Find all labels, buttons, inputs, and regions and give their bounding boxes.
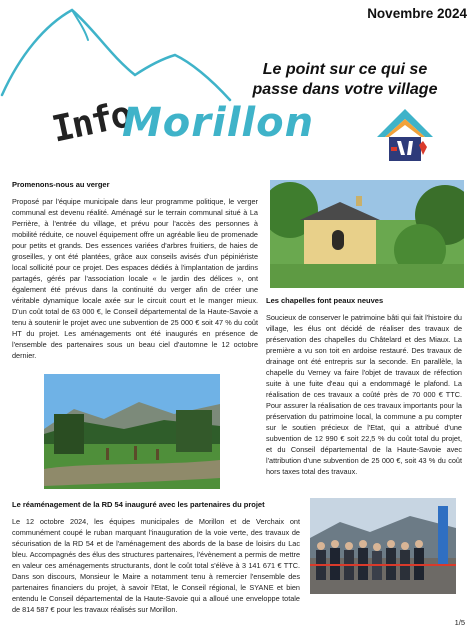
- rd54-title: Le réaménagement de la RD 54 inauguré avec les partenaires du projet: [12, 500, 265, 509]
- chapelles-text: Soucieux de conserver le patrimoine bâti qui fait l'histoire du village, les élus ont décidé de réaliser des travaux de préservation des chapelles du Châtelard et des Miaux. La première a vu son toit en ardoise restauré. Des travaux de drainage ont été entrepris sur la seconde. En parallèle, la chapelle du Verney va faire l'objet de travaux de réfection suite à une fuite d'eau qui a endommagé le plafond. La réalisation de ces travaux a coûté près de 70 000 € TTC. Pour assurer la réalisation de ces travaux importants pour la préservation du patrimoine local, la commune a pu compter sur le soutien précieux de l'Etat, qui a attribué d'une subvention de 12 990 € soit 22,5 % du coût total du projet, et du Conseil départemental de la Haute-Savoie avec l'attribution d'une subvention de 25 000 €, soit 43 % du coût hors taxes total des travaux.: [266, 313, 462, 476]
- headline-line-1: Le point sur ce qui se: [262, 61, 428, 78]
- inauguration-photo: [310, 498, 456, 594]
- chapel-photo: [270, 180, 464, 288]
- headline: [230, 60, 460, 100]
- rd54-text: Le 12 octobre 2024, les équipes municipales de Morillon et de Verchaix ont communément coupé le ruban marquant l'inauguration de la voie verte, des travaux de sécurisation de la RD 54 et de l'aménagement des abords de la base de loisirs du Lac bleu. Accompagnés des élus des structures partenaires, l'évènement a permis de mettre en valeur ces aménagements structurants, dont le coût total s'élève à 3 141 671 € TTC. Dans son discours, Monsieur le Maire a notamment tenu à remercier l'ensemble des partenaires financiers du projet, à savoir l'Etat, le Conseil régional, le SYANE et bien entendu le Conseil départemental de la Haute-Savoie qui a alloué une enveloppe totale de 814 587 € pour les travaux réalisés sur Morillon.: [12, 517, 300, 614]
- headline-line-2: passe dans votre village: [252, 81, 438, 98]
- verger-text: Proposé par l'équipe municipale dans leur programme politique, le verger communal est devenu réalité. Aménagé sur le terrain communal situé à La Perrière, à l'entrée du village, et prévu pour l'accès des personnes à mobilité réduite, ce nouvel équipement offre un agréable lieu de promenade pour petits et grands. Des essences variées d'arbres fruitiers, de haies de groseilles, y ont été plantées, grâce aux conseils avisés d'un pépiniériste local sollicité pour ce projet. Des espaces dédiés à l'implantation de jardins partagés, gérés par l'association locale « le jardin des délices », ont également été prévus dans la continuité du verger afin de créer une véritable dynamique locale axée sur le circuit court et le manger mieux. D'un coût total de 63 000 €, le Conseil départemental de la Haute-Savoie a tenu à soutenir le projet avec une subvention de 25 000 € soit 47 % du coût HT du projet. Les aménagements ont été inaugurés en présence de l'ensemble des partenaires sous un beau ciel d'automne le 12 octobre dernier.: [12, 197, 258, 360]
- chapelles-title: Les chapelles font peaux neuves: [266, 296, 384, 305]
- page-number: 1/5: [454, 618, 465, 627]
- issue-date: Novembre 2024: [367, 6, 467, 21]
- logo-info-text: Info: [48, 94, 135, 151]
- verger-photo: [44, 374, 220, 489]
- verger-title: Promenons-nous au verger: [12, 180, 110, 189]
- village-emblem-icon: [375, 107, 435, 165]
- logo-morillon-text: Morillon: [122, 100, 315, 146]
